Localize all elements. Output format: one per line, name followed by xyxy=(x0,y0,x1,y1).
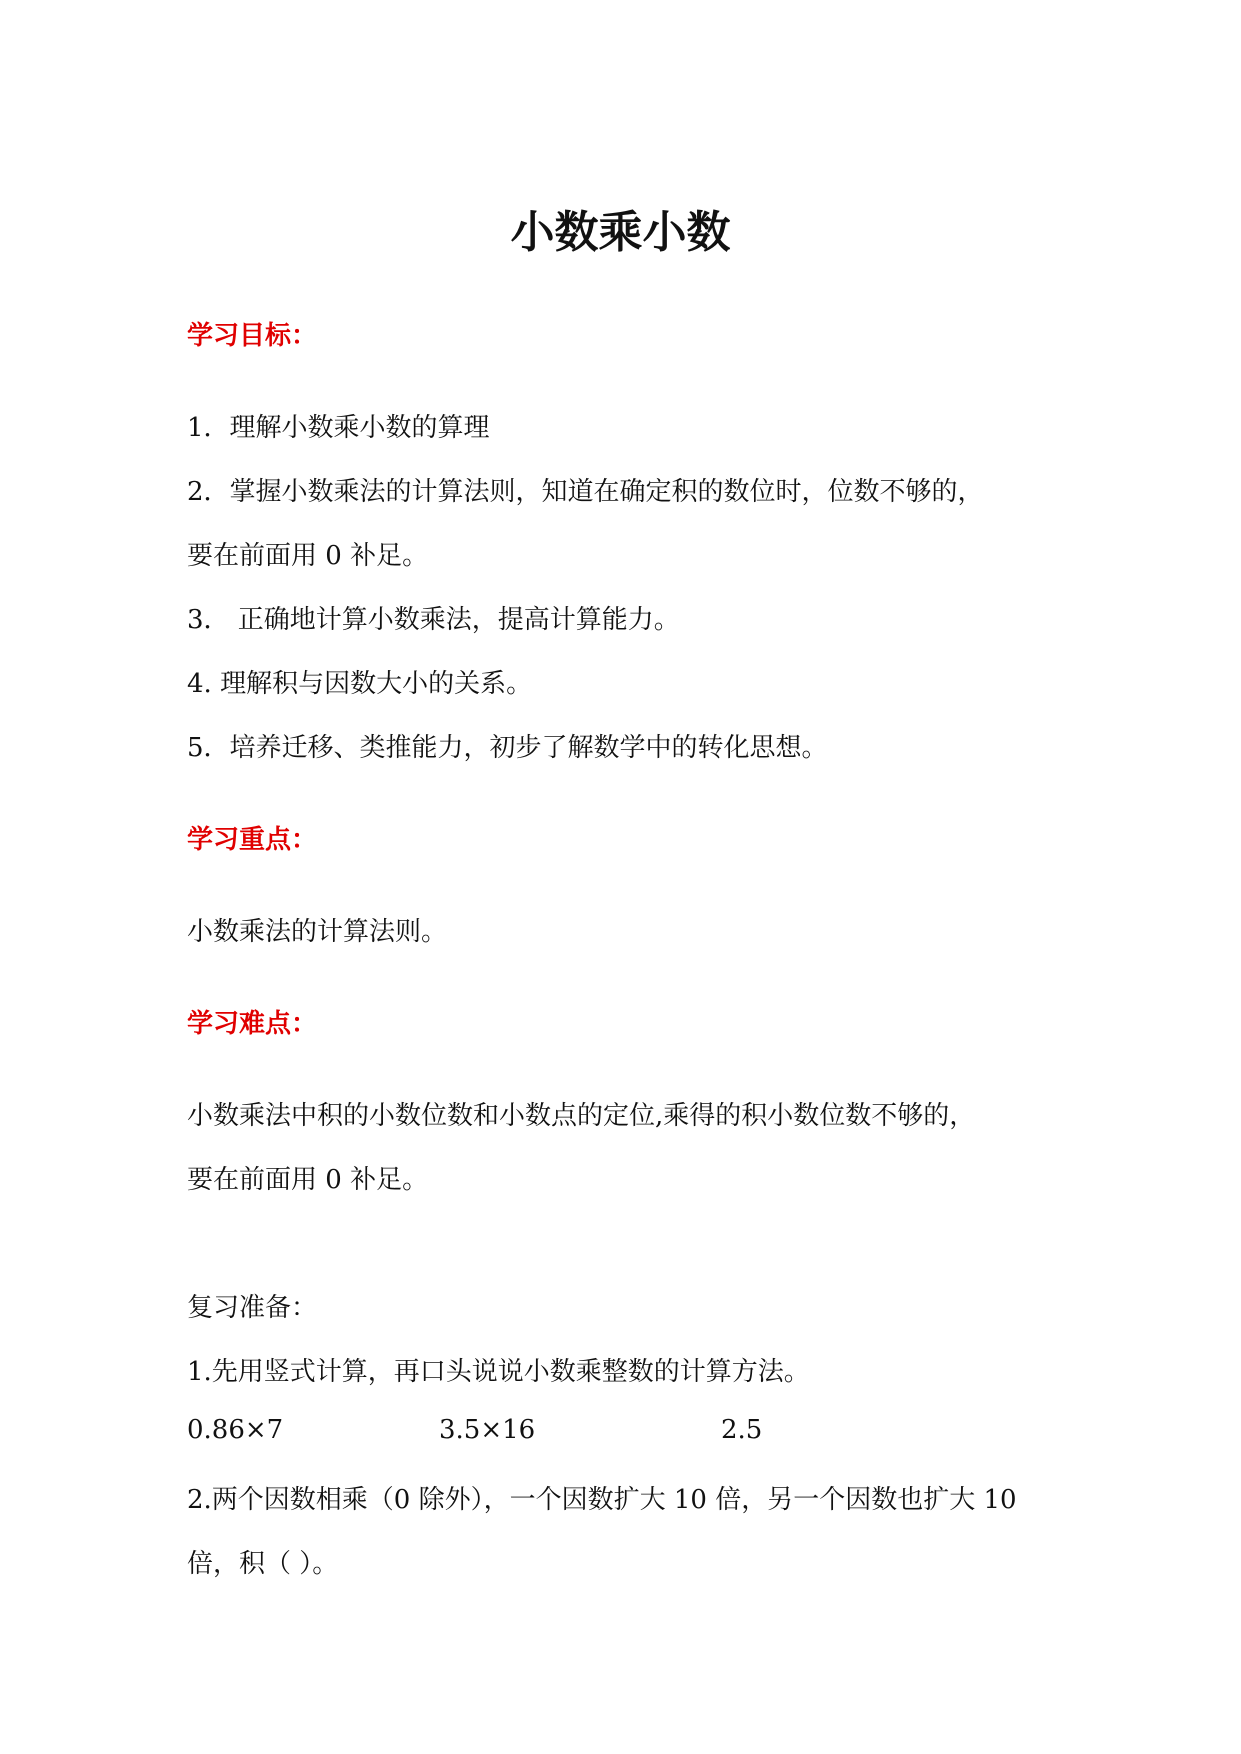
review-question-1: 1.先用竖式计算，再口头说说小数乘整数的计算方法。 xyxy=(187,1357,810,1387)
key-point-text: 小数乘法的计算法则。 xyxy=(187,917,448,947)
calc-expression: 3.5×16 xyxy=(439,1415,536,1445)
difficulty-line: 小数乘法中积的小数位数和小数点的定位,乘得的积小数位数不够的， xyxy=(187,1101,976,1131)
review-heading: 复习准备： xyxy=(187,1293,318,1323)
difficulty-line: 要在前面用 0 补足。 xyxy=(187,1165,429,1195)
objective-item: 5．培养迁移、类推能力，初步了解数学中的转化思想。 xyxy=(187,733,828,763)
objective-item: 2．掌握小数乘法的计算法则，知道在确定积的数位时，位数不够的， xyxy=(187,477,984,507)
objective-item: 4. 理解积与因数大小的关系。 xyxy=(187,669,533,699)
review-question-2: 2.两个因数相乘（0 除外），一个因数扩大 10 倍，另一个因数也扩大 10 xyxy=(187,1485,1017,1515)
page-title: 小数乘小数 xyxy=(510,207,731,258)
calc-expression: 2.5 xyxy=(721,1415,763,1445)
key-point-heading: 学习重点： xyxy=(187,825,318,855)
objective-item-continued: 要在前面用 0 补足。 xyxy=(187,541,429,571)
calc-expression: 0.86×7 xyxy=(187,1415,284,1445)
review-question-2-continued: 倍，积（ ）。 xyxy=(187,1549,339,1579)
objective-item: 3． 正确地计算小数乘法，提高计算能力。 xyxy=(187,605,680,635)
objectives-heading: 学习目标： xyxy=(187,321,318,351)
difficulty-heading: 学习难点： xyxy=(187,1009,318,1039)
objective-item: 1．理解小数乘小数的算理 xyxy=(187,413,490,443)
